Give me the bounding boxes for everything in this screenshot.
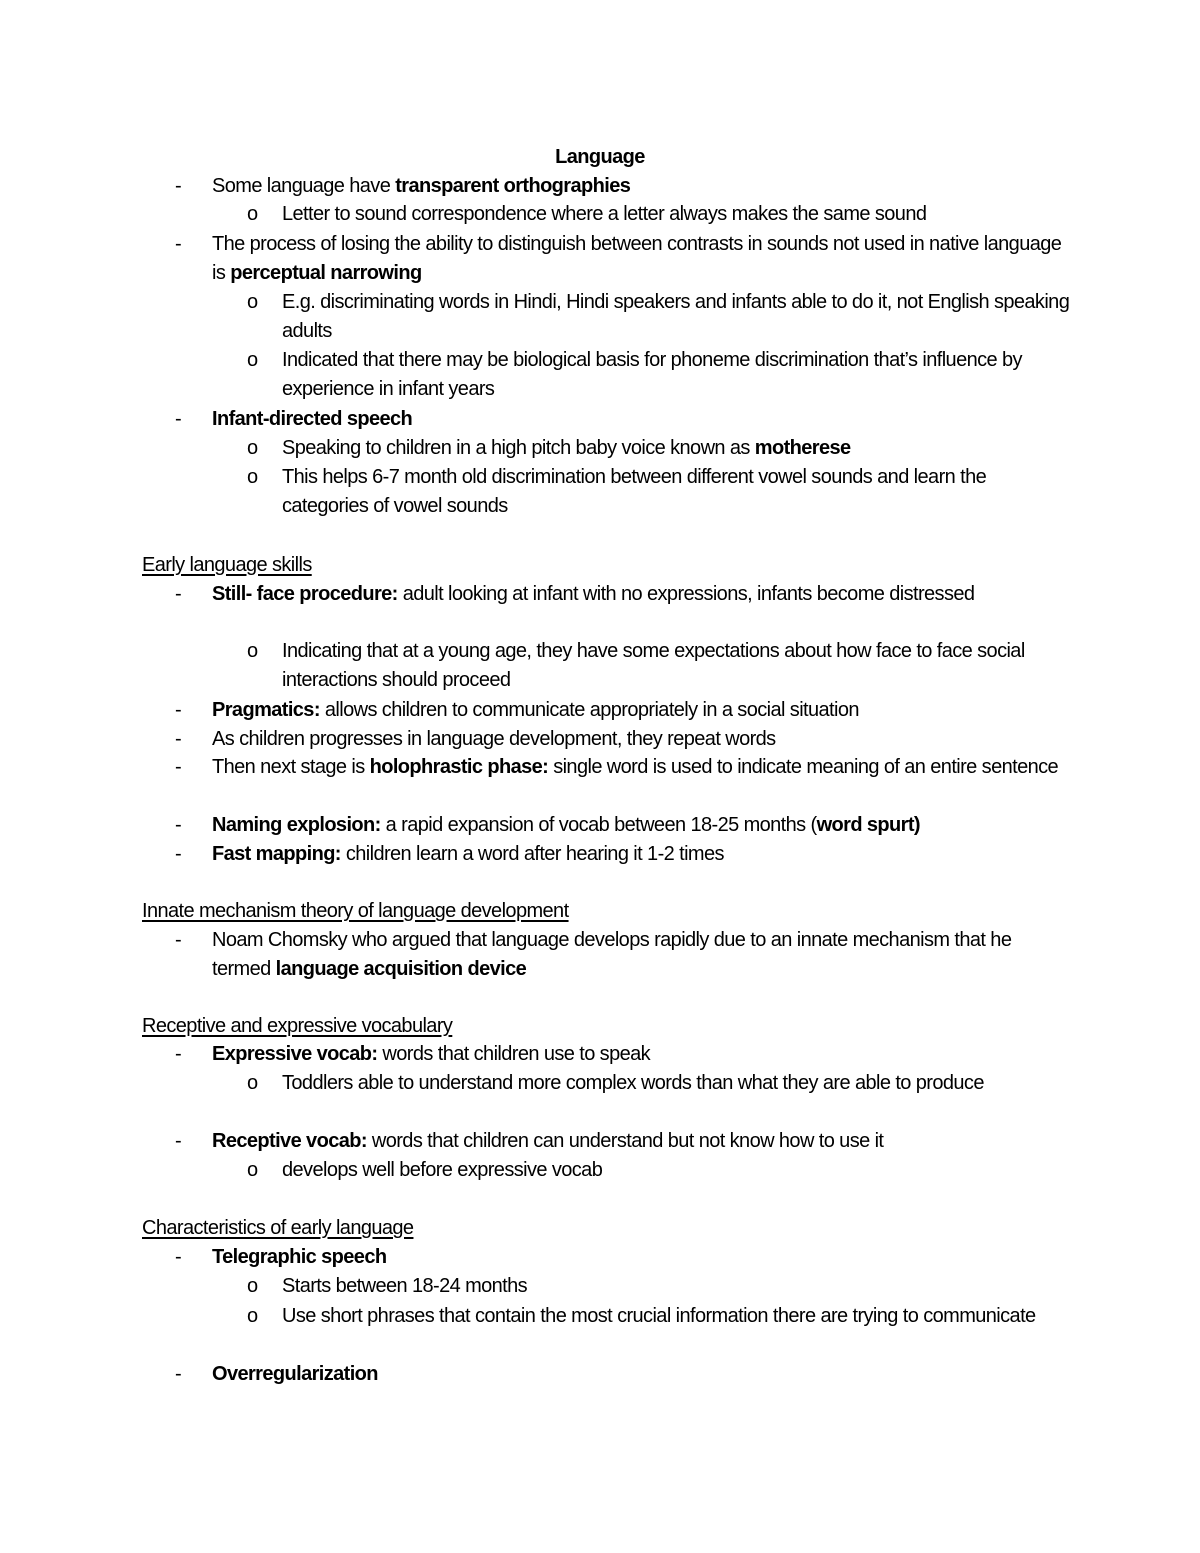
sub-bullet-vowel-sounds: This helps 6-7 month old discrimination between different vowel sounds and learn the categories of vowel sounds bbox=[282, 466, 987, 517]
dash-bullet: - bbox=[175, 1363, 182, 1385]
document-title: Language bbox=[555, 146, 645, 168]
bullet-expressive-vocab: Expressive vocab: words that children use to speak bbox=[212, 1043, 651, 1065]
bullet-transparent-orthographies: Some language have transparent orthographies bbox=[212, 175, 631, 197]
sub-bullet-starts-between: Starts between 18-24 months bbox=[282, 1275, 528, 1297]
bullet-chomsky: Noam Chomsky who argued that language develops rapidly due to an innate mechanism that he termed language acquisition device bbox=[212, 929, 1012, 980]
bullet-infant-directed-speech: Infant-directed speech bbox=[212, 408, 413, 430]
circle-bullet: o bbox=[247, 1305, 258, 1327]
dash-bullet: - bbox=[175, 408, 182, 430]
section-heading-early-language: Early language skills bbox=[142, 554, 312, 576]
bullet-overregularization: Overregularization bbox=[212, 1363, 378, 1385]
dash-bullet: - bbox=[175, 1246, 182, 1268]
circle-bullet: o bbox=[247, 1275, 258, 1297]
circle-bullet: o bbox=[247, 437, 258, 459]
circle-bullet: o bbox=[247, 640, 258, 662]
sub-bullet-toddlers: Toddlers able to understand more complex words than what they are able to produce bbox=[282, 1072, 984, 1094]
section-heading-characteristics: Characteristics of early language bbox=[142, 1217, 414, 1239]
bullet-repeat-words: As children progresses in language development, they repeat words bbox=[212, 728, 776, 750]
sub-bullet-motherese: Speaking to children in a high pitch baby voice known as motherese bbox=[282, 437, 851, 459]
section-heading-vocabulary: Receptive and expressive vocabulary bbox=[142, 1015, 453, 1037]
bullet-pragmatics: Pragmatics: allows children to communicate appropriately in a social situation bbox=[212, 699, 859, 721]
circle-bullet: o bbox=[247, 291, 258, 313]
sub-bullet-hindi-example: E.g. discriminating words in Hindi, Hindi speakers and infants able to do it, not English speaking adults bbox=[282, 291, 1070, 342]
section-heading-innate-mechanism: Innate mechanism theory of language development bbox=[142, 900, 569, 922]
circle-bullet: o bbox=[247, 466, 258, 488]
dash-bullet: - bbox=[175, 843, 182, 865]
bullet-holophrastic: Then next stage is holophrastic phase: single word is used to indicate meaning of an entire sentence bbox=[212, 756, 1059, 778]
circle-bullet: o bbox=[247, 1072, 258, 1094]
sub-bullet-develops-well: develops well before expressive vocab bbox=[282, 1159, 603, 1181]
sub-bullet-expectations: Indicating that at a young age, they have some expectations about how face to face social interactions should proceed bbox=[282, 640, 1025, 691]
bullet-telegraphic-speech: Telegraphic speech bbox=[212, 1246, 387, 1268]
dash-bullet: - bbox=[175, 175, 182, 197]
dash-bullet: - bbox=[175, 728, 182, 750]
sub-bullet-letter-sound: Letter to sound correspondence where a letter always makes the same sound bbox=[282, 203, 927, 225]
dash-bullet: - bbox=[175, 814, 182, 836]
bullet-naming-explosion: Naming explosion: a rapid expansion of vocab between 18-25 months (word spurt) bbox=[212, 814, 920, 836]
dash-bullet: - bbox=[175, 233, 182, 255]
dash-bullet: - bbox=[175, 929, 182, 951]
dash-bullet: - bbox=[175, 1130, 182, 1152]
bullet-perceptual-narrowing: The process of losing the ability to distinguish between contrasts in sounds not used in native language is perceptual narrowing bbox=[212, 233, 1062, 284]
dash-bullet: - bbox=[175, 1043, 182, 1065]
dash-bullet: - bbox=[175, 756, 182, 778]
bullet-receptive-vocab: Receptive vocab: words that children can understand but not know how to use it bbox=[212, 1130, 884, 1152]
bullet-fast-mapping: Fast mapping: children learn a word after hearing it 1-2 times bbox=[212, 843, 724, 865]
dash-bullet: - bbox=[175, 583, 182, 605]
circle-bullet: o bbox=[247, 203, 258, 225]
sub-bullet-short-phrases: Use short phrases that contain the most crucial information there are trying to communicate bbox=[282, 1305, 1036, 1327]
dash-bullet: - bbox=[175, 699, 182, 721]
bullet-still-face: Still- face procedure: adult looking at infant with no expressions, infants become distressed bbox=[212, 583, 975, 605]
sub-bullet-biological-basis: Indicated that there may be biological basis for phoneme discrimination that’s influence by experience in infant years bbox=[282, 349, 1022, 400]
circle-bullet: o bbox=[247, 349, 258, 371]
circle-bullet: o bbox=[247, 1159, 258, 1181]
